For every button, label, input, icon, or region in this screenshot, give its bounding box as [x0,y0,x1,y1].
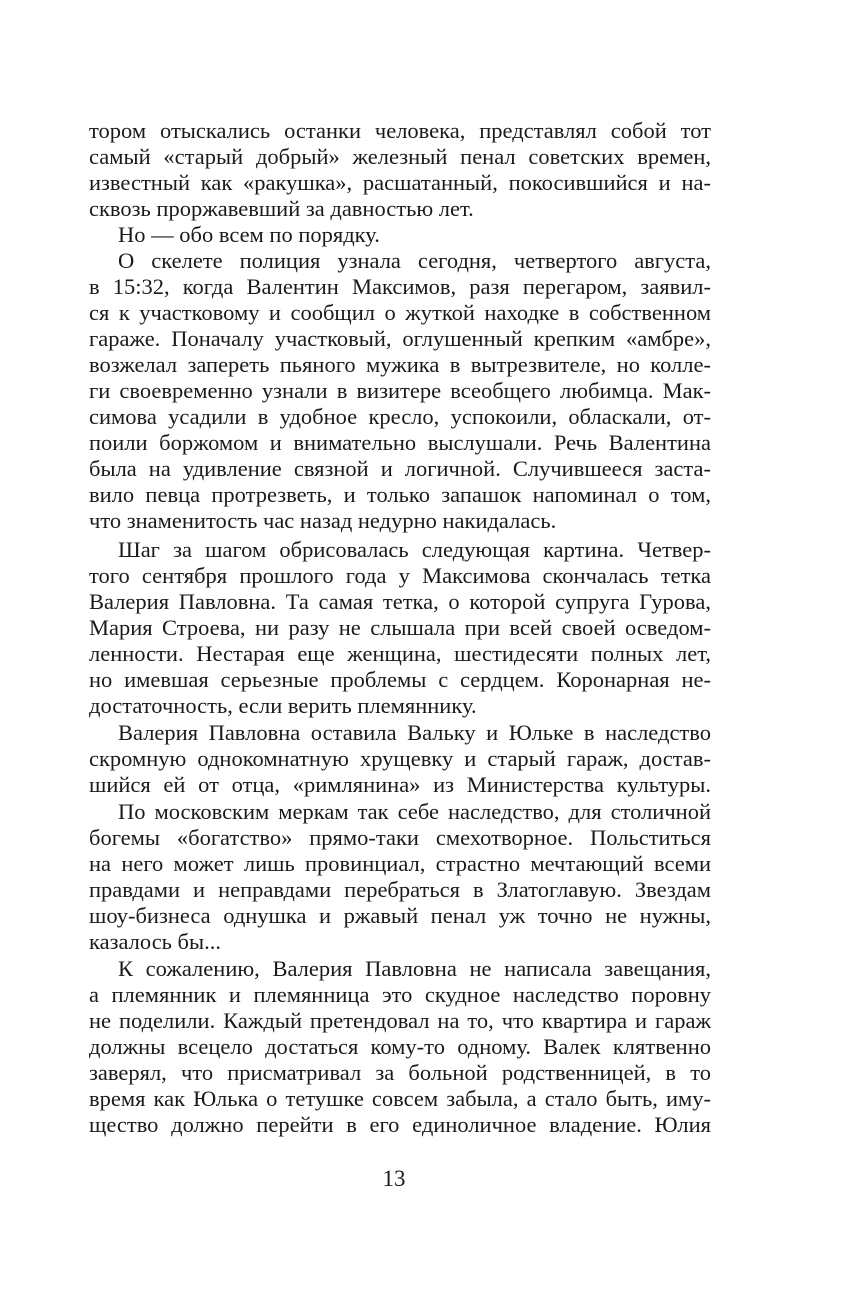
text-line: что знаменитость час назад недурно накидалась. [89,508,557,533]
text-line: а племянник и племянница это скудное наследство поровну [89,982,711,1007]
text-line: ги своевременно узнали в визитере всеобщего любимца. Мак- [89,378,711,403]
text-line: на него может лишь провинциал, страстно мечтающий всеми [89,851,711,876]
text-line: О скелете полиция узнала сегодня, четвертого августа, [118,248,711,273]
text-line: Шаг за шагом обрисовалась следующая картина. Четвер- [118,537,711,562]
text-line: поили боржомом и внимательно выслушали. Речь Валентина [89,430,711,455]
text-line: Валерия Павловна. Та самая тетка, о которой супруга Гурова, [89,589,711,614]
text-line: Но — обо всем по порядку. [118,222,380,247]
text-line: скромную однокомнатную хрущевку и старый гараж, достав- [89,746,711,771]
text-line: тором отыскались останки человека, представлял собой тот [89,118,711,143]
text-line: самый «старый добрый» железный пенал советских времен, [89,144,711,169]
text-line: По московским меркам так себе наследство, для столичной [118,799,711,824]
text-line: симова усадили в удобное кресло, успокоили, обласкали, от- [89,404,711,429]
text-line: но имевшая серьезные проблемы с сердцем. Коронарная не- [89,667,711,692]
text-line: ленности. Нестарая еще женщина, шестидесяти полных лет, [89,641,711,666]
text-line: возжелал запереть пьяного мужика в вытрезвителе, но колле- [89,352,711,377]
text-line: вило певца протрезветь, и только запашок напоминал о том, [89,482,711,507]
text-line: казалось бы... [89,929,222,954]
text-line: сквозь проржавевший за давностью лет. [89,196,474,221]
text-line: Мария Строева, ни разу не слышала при всей своей осведом- [89,615,711,640]
text-line: шийся ей от отца, «римлянина» из Министерства культуры. [89,772,711,797]
text-line: правдами и неправдами перебраться в Златоглавую. Звездам [89,877,711,902]
text-line: была на удивление связной и логичной. Случившееся заста- [89,456,711,481]
text-line: не поделили. Каждый претендовал на то, что квартира и гараж [89,1008,711,1033]
text-line: К сожалению, Валерия Павловна не написала завещания, [118,956,711,981]
text-line: Валерия Павловна оставила Вальку и Юльке в наследство [118,720,711,745]
text-line: щество должно перейти в его единоличное владение. Юлия [89,1112,711,1137]
text-line: того сентября прошлого года у Максимова скончалась тетка [89,563,711,588]
text-line: достаточность, если верить племяннику. [89,693,477,718]
page-number: 13 [382,1166,406,1191]
text-line: шоу-бизнеса однушка и ржавый пенал уж точно не нужны, [89,903,711,928]
text-line: ся к участковому и сообщил о жуткой находке в собственном [89,300,711,325]
text-line: должны всецело достаться кому-то одному. Валек клятвенно [89,1034,711,1059]
text-line: известный как «ракушка», расшатанный, покосившийся и на- [89,170,711,195]
text-line: гараже. Поначалу участковый, оглушенный крепким «амбре», [89,326,711,351]
text-line: время как Юлька о тетушке совсем забыла, а стало быть, иму- [89,1086,711,1111]
text-line: богемы «богатство» прямо-таки смехотворное. Польститься [89,825,711,850]
text-line: заверял, что присматривал за больной родственницей, в то [89,1060,711,1085]
text-line: в 15:32, когда Валентин Максимов, разя перегаром, заявил- [89,274,711,299]
